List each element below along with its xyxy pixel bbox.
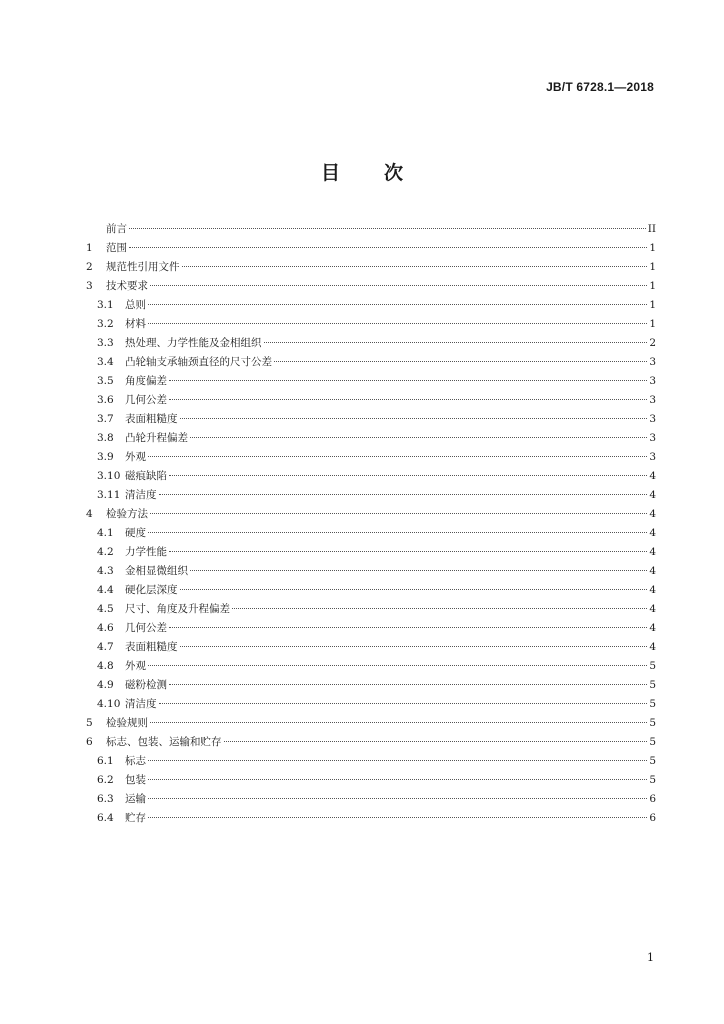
- toc-entry-number: 4.10: [97, 698, 121, 710]
- toc-entry-page: 1: [649, 280, 656, 292]
- toc-leader-dots: [159, 494, 648, 495]
- toc-leader-dots: [148, 304, 647, 305]
- toc-entry[interactable]: [86, 315, 656, 334]
- toc-entry-label: 材料: [125, 318, 146, 330]
- toc-entry-number: 4.4: [97, 584, 114, 596]
- toc-leader-dots: [182, 266, 648, 267]
- toc-leader-dots: [148, 779, 647, 780]
- toc-entry[interactable]: [86, 220, 656, 239]
- toc-entry-page: 4: [649, 565, 656, 577]
- page-title: [0, 158, 724, 185]
- toc-entry-page: 1: [649, 261, 656, 273]
- toc-leader-dots: [129, 228, 646, 229]
- toc-entry-label: 规范性引用文件: [106, 261, 180, 273]
- toc-entry-number: 4.2: [97, 546, 114, 558]
- toc-leader-dots: [190, 437, 647, 438]
- toc-entry-number: 4.6: [97, 622, 114, 634]
- toc-entry-page: 6: [649, 793, 656, 805]
- toc-leader-dots: [274, 361, 647, 362]
- toc-entry-label: 总则: [125, 299, 146, 311]
- toc-entry[interactable]: [86, 657, 656, 676]
- toc-entry[interactable]: [86, 277, 656, 296]
- toc-entry-label: 检验方法: [106, 508, 148, 520]
- toc-entry[interactable]: [86, 733, 656, 752]
- title-char-1: 目: [320, 162, 340, 184]
- toc-leader-dots: [148, 532, 647, 533]
- toc-entry-label: 标志、包装、运输和贮存: [106, 736, 222, 748]
- toc-entry-page: 3: [649, 394, 656, 406]
- toc-entry-page: 3: [649, 375, 656, 387]
- toc-entry-label: 范围: [106, 242, 127, 254]
- toc-entry-label: 标志: [125, 755, 146, 767]
- toc-entry[interactable]: [86, 619, 656, 638]
- toc-entry-page: 4: [649, 508, 656, 520]
- toc-entry[interactable]: [86, 258, 656, 277]
- toc-entry[interactable]: [86, 429, 656, 448]
- toc-entry-number: 3.1: [97, 299, 114, 311]
- toc-leader-dots: [169, 684, 647, 685]
- toc-leader-dots: [148, 760, 647, 761]
- toc-leader-dots: [129, 247, 647, 248]
- toc-entry-page: 5: [649, 736, 656, 748]
- toc-entry-label: 运输: [125, 793, 146, 805]
- toc-entry-number: 1: [86, 242, 93, 254]
- toc-leader-dots: [148, 798, 647, 799]
- toc-entry[interactable]: [86, 695, 656, 714]
- toc-entry[interactable]: [86, 714, 656, 733]
- toc-entry-page: 4: [649, 489, 656, 501]
- toc-leader-dots: [169, 551, 647, 552]
- toc-entry-number: 3: [86, 280, 93, 292]
- toc-entry-page: 5: [649, 660, 656, 672]
- toc-entry-page: 6: [649, 812, 656, 824]
- toc-entry-label: 清洁度: [125, 489, 157, 501]
- toc-entry-label: 尺寸、角度及升程偏差: [125, 603, 230, 615]
- toc-entry-number: 3.7: [97, 413, 114, 425]
- toc-entry-label: 金相显微组织: [125, 565, 188, 577]
- toc-entry[interactable]: [86, 353, 656, 372]
- toc-entry-number: 3.10: [97, 470, 121, 482]
- toc-leader-dots: [150, 285, 647, 286]
- toc-entry[interactable]: [86, 239, 656, 258]
- toc-entry-page: 5: [649, 679, 656, 691]
- toc-leader-dots: [150, 513, 647, 514]
- toc-entry-number: 6: [86, 736, 93, 748]
- toc-entry[interactable]: [86, 638, 656, 657]
- toc-leader-dots: [232, 608, 647, 609]
- toc-entry[interactable]: [86, 790, 656, 809]
- toc-leader-dots: [169, 627, 647, 628]
- toc-entry-label: 几何公差: [125, 394, 167, 406]
- toc-entry-label: 包装: [125, 774, 146, 786]
- toc-entry-label: 外观: [125, 660, 146, 672]
- toc-leader-dots: [169, 380, 647, 381]
- toc-leader-dots: [169, 399, 647, 400]
- toc-entry-page: 4: [649, 470, 656, 482]
- toc-entry-label: 表面粗糙度: [125, 641, 178, 653]
- toc-entry-number: 4.8: [97, 660, 114, 672]
- table-of-contents: [86, 220, 656, 828]
- page-number: 1: [647, 951, 654, 964]
- toc-entry-page: 3: [649, 413, 656, 425]
- toc-entry-label: 检验规则: [106, 717, 148, 729]
- toc-entry-label: 磁痕缺陷: [125, 470, 167, 482]
- toc-entry-label: 凸轮升程偏差: [125, 432, 188, 444]
- toc-leader-dots: [190, 570, 647, 571]
- toc-entry-page: 4: [649, 584, 656, 596]
- toc-entry-page: 4: [649, 603, 656, 615]
- toc-leader-dots: [224, 741, 648, 742]
- toc-leader-dots: [159, 703, 648, 704]
- toc-entry-number: 3.11: [97, 489, 121, 501]
- toc-entry-label: 表面粗糙度: [125, 413, 178, 425]
- toc-entry-number: 6.2: [97, 774, 114, 786]
- toc-entry-page: 4: [649, 641, 656, 653]
- toc-entry[interactable]: [86, 524, 656, 543]
- toc-entry-number: 4.5: [97, 603, 114, 615]
- toc-entry-label: 硬化层深度: [125, 584, 178, 596]
- toc-entry-label: 磁粉检测: [125, 679, 167, 691]
- toc-entry[interactable]: [86, 562, 656, 581]
- toc-entry-number: 3.8: [97, 432, 114, 444]
- toc-entry-label: 清洁度: [125, 698, 157, 710]
- toc-leader-dots: [180, 418, 648, 419]
- toc-entry-number: 4.9: [97, 679, 114, 691]
- toc-entry[interactable]: [86, 467, 656, 486]
- toc-entry-label: 力学性能: [125, 546, 167, 558]
- toc-entry-number: 4: [86, 508, 93, 520]
- standard-code: JB/T 6728.1—2018: [546, 80, 654, 94]
- toc-entry-number: 6.3: [97, 793, 114, 805]
- toc-entry-label: 角度偏差: [125, 375, 167, 387]
- toc-leader-dots: [148, 323, 647, 324]
- toc-entry[interactable]: [86, 391, 656, 410]
- toc-entry[interactable]: [86, 486, 656, 505]
- toc-entry[interactable]: [86, 752, 656, 771]
- toc-entry[interactable]: [86, 600, 656, 619]
- toc-entry-number: 4.1: [97, 527, 114, 539]
- toc-entry-label: 硬度: [125, 527, 146, 539]
- toc-entry-label: 外观: [125, 451, 146, 463]
- toc-entry[interactable]: [86, 676, 656, 695]
- toc-entry-number: 3.6: [97, 394, 114, 406]
- toc-leader-dots: [169, 475, 647, 476]
- toc-entry-number: 3.3: [97, 337, 114, 349]
- toc-entry-page: 4: [649, 527, 656, 539]
- toc-leader-dots: [148, 817, 647, 818]
- toc-entry-label: 贮存: [125, 812, 146, 824]
- toc-entry[interactable]: [86, 543, 656, 562]
- toc-entry-number: 3.2: [97, 318, 114, 330]
- toc-leader-dots: [180, 646, 648, 647]
- toc-entry-number: 4.3: [97, 565, 114, 577]
- toc-entry-page: 5: [649, 774, 656, 786]
- toc-entry[interactable]: [86, 505, 656, 524]
- toc-entry[interactable]: [86, 448, 656, 467]
- toc-entry[interactable]: [86, 581, 656, 600]
- toc-entry-number: 3.4: [97, 356, 114, 368]
- toc-entry-number: 6.4: [97, 812, 114, 824]
- toc-entry[interactable]: [86, 334, 656, 353]
- toc-entry[interactable]: [86, 372, 656, 391]
- toc-entry[interactable]: [86, 296, 656, 315]
- toc-leader-dots: [180, 589, 648, 590]
- toc-entry-number: 2: [86, 261, 93, 273]
- toc-entry-page: 3: [649, 356, 656, 368]
- toc-entry-number: 4.7: [97, 641, 114, 653]
- toc-entry-page: 4: [649, 622, 656, 634]
- toc-entry-page: 1: [649, 318, 656, 330]
- toc-entry-page: 5: [649, 717, 656, 729]
- toc-leader-dots: [148, 456, 647, 457]
- toc-entry-number: 3.5: [97, 375, 114, 387]
- title-char-2: 次: [384, 162, 404, 184]
- toc-entry-page: 2: [649, 337, 656, 349]
- toc-entry-page: 3: [649, 451, 656, 463]
- toc-leader-dots: [264, 342, 648, 343]
- toc-entry-page: 1: [649, 242, 656, 254]
- toc-entry-number: 6.1: [97, 755, 114, 767]
- toc-entry-number: 5: [86, 717, 93, 729]
- toc-entry-page: 4: [649, 546, 656, 558]
- toc-entry-number: 3.9: [97, 451, 114, 463]
- toc-entry[interactable]: [86, 809, 656, 828]
- toc-entry-label: 几何公差: [125, 622, 167, 634]
- toc-entry-label: 技术要求: [106, 280, 148, 292]
- toc-entry-label: 前言: [106, 223, 127, 235]
- toc-entry-page: 3: [649, 432, 656, 444]
- toc-entry-page: 5: [649, 755, 656, 767]
- toc-entry[interactable]: [86, 410, 656, 429]
- toc-entry-page: 5: [649, 698, 656, 710]
- toc-entry-page: II: [647, 223, 656, 235]
- toc-entry-label: 凸轮轴支承轴颈直径的尺寸公差: [125, 356, 272, 368]
- toc-entry-label: 热处理、力学性能及金相组织: [125, 337, 262, 349]
- toc-leader-dots: [148, 665, 647, 666]
- toc-leader-dots: [150, 722, 647, 723]
- toc-entry[interactable]: [86, 771, 656, 790]
- toc-entry-page: 1: [649, 299, 656, 311]
